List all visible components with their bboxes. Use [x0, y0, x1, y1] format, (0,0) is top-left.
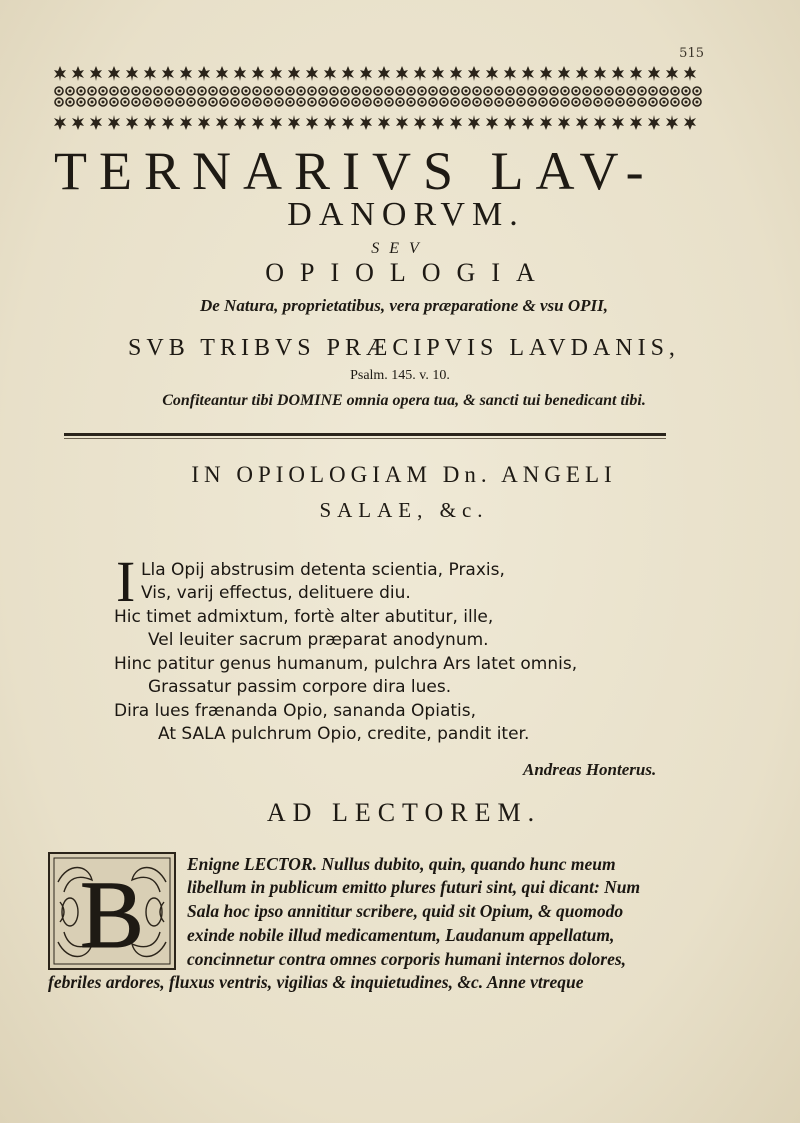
preface-line: concinnetur contra omnes corporis humani internos dolores,: [187, 949, 627, 969]
title-line-2: DANORVM.: [287, 196, 525, 233]
poem-line: Vis, varij effectus, delituere diu.: [141, 583, 411, 603]
title-line-1: TERNARIVS LAV-: [54, 141, 656, 201]
page-number: 515: [679, 46, 704, 61]
preface-line: exinde nobile illud medicamentum, Laudanum appellatum,: [187, 925, 615, 945]
ornamental-initial: [48, 852, 176, 970]
poem-line: Grassatur passim corpore dira lues.: [148, 677, 452, 697]
poem-subheading: SALAE, &c.: [319, 498, 489, 522]
title-line-4: OPIOLOGIA: [265, 258, 551, 287]
preface-line: libellum in publicum emitto plures futuri sint, qui dicant: Num: [187, 877, 641, 897]
divider-rule: [64, 433, 666, 436]
psalm-reference: Psalm. 145. v. 10.: [350, 368, 450, 383]
poem-line: At SALA pulchrum Opio, credite, pandit iter.: [158, 724, 530, 744]
initial-letter: B: [79, 861, 145, 968]
poem-line: Lla Opij abstrusim detenta scientia, Praxis,: [141, 560, 505, 580]
title-subtitle: De Natura, proprietatibus, vera præparatione & vsu OPII,: [199, 296, 609, 315]
preface-line: Enigne LECTOR. Nullus dubito, quin, quando hunc meum: [187, 854, 616, 874]
preface-line: Sala hoc ipso annititur scribere, quid sit Opium, & quomodo: [187, 901, 624, 921]
poem-dropcap: I: [116, 549, 136, 614]
decorative-headpiece: [52, 64, 702, 132]
poem-line: Dira lues frænanda Opio, sananda Opiatis,: [114, 701, 477, 721]
poem-line: Hinc patitur genus humanum, pulchra Ars latet omnis,: [114, 654, 578, 674]
divider-rule-thin: [64, 438, 666, 439]
poem-line: Vel leuiter sacrum præparat anodynum.: [148, 630, 489, 650]
title-line-6: SVB TRIBVS PRÆCIPVIS LAVDANIS,: [128, 335, 680, 361]
psalm-quote: Confiteantur tibi DOMINE omnia opera tua, & sancti tui benedicant tibi.: [162, 392, 646, 409]
poem-signature: Andreas Honterus.: [523, 760, 657, 779]
preface-line: febriles ardores, fluxus ventris, vigilias & inquietudines, &c. Anne vtreque: [48, 972, 584, 992]
poem-heading: IN OPIOLOGIAM Dn. ANGELI: [191, 462, 617, 487]
title-line-3: SEV: [371, 240, 429, 257]
poem-line: Hic timet admixtum, fortè alter abutitur, ille,: [114, 607, 494, 627]
preface-heading: AD LECTOREM.: [266, 798, 542, 827]
